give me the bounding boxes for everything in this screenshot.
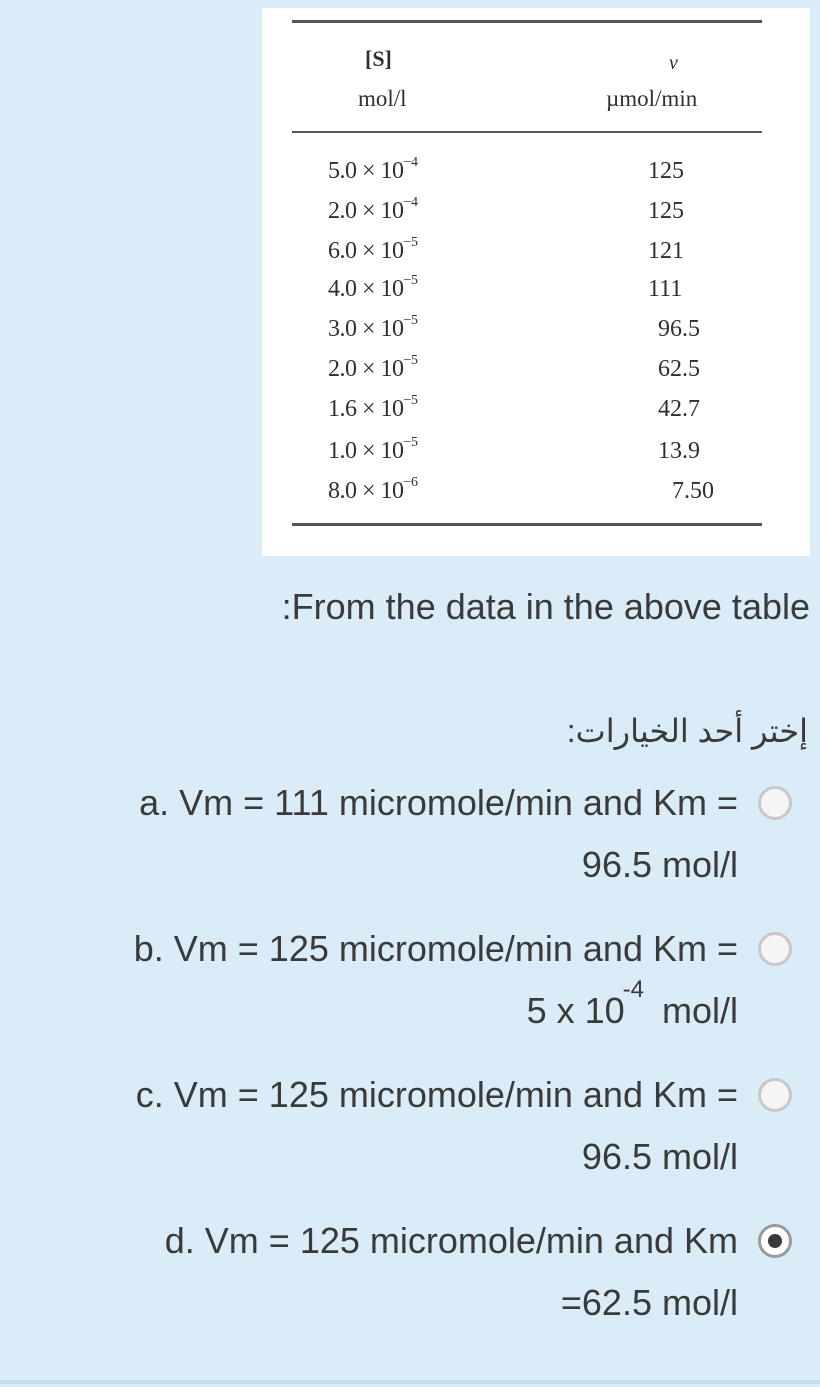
velocity-cell: 96.5 (658, 316, 700, 342)
velocity-cell: 42.7 (658, 396, 700, 422)
table-row (262, 235, 810, 278)
question-prompt: :From the data in the above table (281, 586, 810, 627)
bottom-divider (0, 1380, 820, 1384)
substrate-cell: $1.6 \times 10^{-5}$ (328, 393, 418, 422)
option-b-radio[interactable] (758, 932, 792, 966)
substrate-cell: $5.0 \times 10^{-4}$ (328, 155, 418, 184)
substrate-cell: $4.0 \times 10^{-5}$ (328, 273, 418, 302)
velocity-cell: 111 (648, 276, 683, 302)
header-velocity-unit: µmol/min (606, 86, 698, 111)
choose-one-instruction: إختر أحد الخيارات: (566, 713, 808, 749)
option-a[interactable] (22, 772, 792, 896)
velocity-cell: 62.5 (658, 356, 700, 382)
table-header-rule (292, 131, 762, 133)
velocity-cell: 125 (648, 198, 684, 224)
velocity-cell: 125 (648, 158, 684, 184)
option-a-label: a. Vm = 111 micromole/min and Km = 96.5 mol/l (139, 782, 738, 885)
substrate-cell: $2.0 \times 10^{-5}$ (328, 353, 418, 382)
velocity-cell: 13.9 (658, 438, 700, 464)
table-row (262, 393, 810, 436)
option-c-label: c. Vm = 125 micromole/min and Km = 96.5 mol/l (135, 1074, 738, 1177)
option-a-radio[interactable] (758, 786, 792, 820)
header-substrate: [S] (365, 46, 392, 71)
table-row (262, 195, 810, 238)
substrate-cell: $3.0 \times 10^{-5}$ (328, 313, 418, 342)
table-row (262, 435, 810, 478)
table-row (262, 155, 810, 198)
option-d-label: d. Vm = 125 micromole/min and Km =62.5 mol/l (164, 1220, 738, 1323)
table-row (262, 313, 810, 356)
table-bottom-rule (292, 523, 762, 526)
option-b-label: b. Vm = 125 micromole/min and Km = 5 x $10^{-4}mol/l$ (133, 928, 738, 1031)
substrate-cell: $1.0 \times 10^{-5}$ (328, 435, 418, 464)
option-c-radio[interactable] (758, 1078, 792, 1112)
substrate-cell: $2.0 \times 10^{-4}$ (328, 195, 418, 224)
header-substrate-unit: mol/l (358, 86, 407, 111)
table-row (262, 273, 810, 316)
substrate-cell: $8.0 \times 10^{-6}$ (328, 475, 418, 504)
option-b[interactable] (22, 918, 792, 1047)
table-top-rule (292, 20, 762, 23)
data-table-image (262, 8, 810, 556)
option-c[interactable] (22, 1064, 792, 1188)
header-velocity: v (669, 52, 678, 74)
velocity-cell: 7.50 (672, 478, 714, 504)
option-d[interactable] (22, 1210, 792, 1334)
substrate-cell: $6.0 \times 10^{-5}$ (328, 235, 418, 264)
table-row (262, 475, 810, 518)
option-d-radio[interactable] (758, 1224, 792, 1258)
velocity-cell: 121 (648, 238, 684, 264)
table-row (262, 353, 810, 396)
